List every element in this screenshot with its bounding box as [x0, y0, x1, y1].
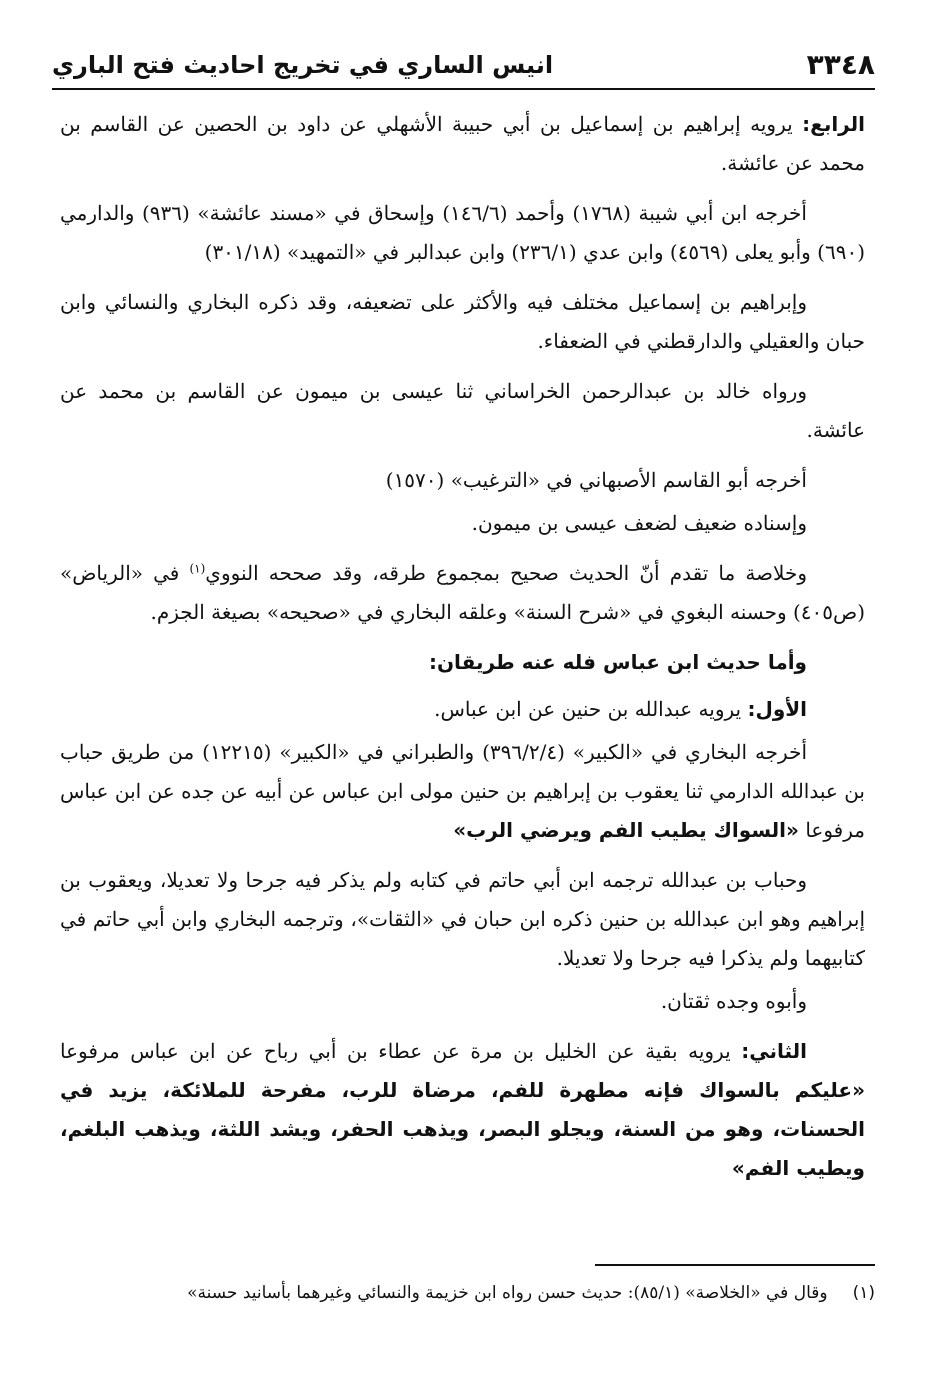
paragraph-text: وإبراهيم بن إسماعيل مختلف فيه والأكثر على تضعيفه، وقد ذكره البخاري والنسائي وابن حبان والعقيلي والدارقطني في الضعفاء.	[60, 290, 865, 353]
paragraph-hubab-assessment	[60, 861, 865, 978]
paragraph-text: يرويه عبدالله بن حنين عن ابن عباس.	[434, 697, 748, 721]
paragraph-text: وأبوه وجده ثقتان.	[660, 989, 807, 1013]
footnote-mark: (١)	[852, 1283, 875, 1303]
paragraph-text: أخرجه ابن أبي شيبة (١٧٦٨) وأحمد (١٤٦/٦) وإسحاق في «مسند عائشة» (٩٣٦) والدارمي (٦٩٠) وأبو يعلى (٤٥٦٩) وابن عدي (٢٣٦/١) وابن عبدالبر في «التمهيد» (٣٠١/١٨)	[60, 201, 865, 264]
section-lead: الأول:	[747, 697, 807, 721]
paragraph-takhrij-bukhari	[60, 733, 865, 850]
paragraph-asbahani	[60, 461, 865, 500]
footnote-text: وقال في «الخلاصة» (٨٥/١): حديث حسن رواه ابن خزيمة والنسائي وغيرهما بأسانيد حسنة»	[187, 1283, 828, 1303]
footnote-reference: (١)	[189, 561, 206, 576]
paragraph-ibrahim-assessment	[60, 283, 865, 361]
paragraph-text: أخرجه البخاري في «الكبير» (٣٩٦/٢/٤) والطبراني في «الكبير» (١٢٢١٥) من طريق حباب بن عبدالله الدارمي ثنا يعقوب بن إبراهيم بن حنين مولى ابن عباس عن أبيه عن جده عن ابن عباس مرفوعا	[60, 740, 865, 842]
paragraph-khalid-narration	[60, 372, 865, 450]
paragraph-fourth-path	[60, 105, 865, 183]
paragraph-text: وحباب بن عبدالله ترجمه ابن أبي حاتم في كتابه ولم يذكر فيه جرحا ولا تعديلا، ويعقوب بن إبراهيم وهو ابن عبدالله بن حنين ذكره ابن حبان في «الثقات»، وترجمه البخاري وابن أبي حاتم في كتابيهما ولم يذكرا فيه جرحا ولا تعديلا.	[60, 868, 865, 970]
paragraph-second-path	[60, 1032, 865, 1188]
footnote-divider	[595, 1264, 875, 1266]
footnote	[52, 1278, 875, 1308]
paragraph-text: يرويه بقية عن الخليل بن مرة عن عطاء بن أبي رباح عن ابن عباس مرفوعا	[60, 1039, 742, 1063]
paragraph-father-grandfather	[60, 982, 865, 1021]
hadith-text: «عليكم بالسواك فإنه مطهرة للفم، مرضاة للرب، مفرحة للملائكة، يزيد في الحسنات، وهو من السنة، ويجلو البصر، ويذهب الحفر، ويشد اللثة، ويذهب البلغم، ويطيب الفم»	[60, 1078, 865, 1180]
main-text	[60, 105, 865, 1199]
paragraph-text: أخرجه أبو القاسم الأصبهاني في «الترغيب» (١٥٧٠)	[385, 468, 807, 492]
section-heading-ibn-abbas: وأما حديث ابن عباس فله عنه طريقان:	[428, 650, 807, 674]
paragraph-text: ورواه خالد بن عبدالرحمن الخراساني ثنا عيسى بن ميمون عن القاسم بن محمد عن عائشة.	[60, 379, 865, 442]
paragraph-isnad-weak	[60, 504, 865, 543]
hadith-text: «السواك يطيب الفم ويرضي الرب»	[453, 818, 799, 842]
page-number: ٣٣٤٨	[806, 48, 875, 81]
paragraph-text: وإسناده ضعيف لضعف عيسى بن ميمون.	[471, 511, 807, 535]
paragraph-conclusion	[60, 554, 865, 632]
section-lead: الثاني:	[741, 1039, 807, 1063]
paragraph-first-path	[60, 690, 865, 729]
page-header	[52, 40, 875, 90]
paragraph-text: في «الرياض» (ص٤٠٥) وحسنه البغوي في «شرح السنة» وعلقه البخاري في «صحيحه» بصيغة الجزم.	[60, 561, 865, 624]
section-lead: الرابع:	[802, 112, 865, 136]
running-title: انيس الساري في تخريج احاديث فتح الباري	[52, 51, 554, 79]
paragraph-text: وخلاصة ما تقدم أنّ الحديث صحيح بمجموع طرقه، وقد صححه النووي	[205, 561, 807, 585]
paragraph-text: يرويه إبراهيم بن إسماعيل بن أبي حبيبة الأشهلي عن داود بن الحصين عن القاسم بن محمد عن عائشة.	[60, 112, 865, 175]
paragraph-takhrij-1	[60, 194, 865, 272]
